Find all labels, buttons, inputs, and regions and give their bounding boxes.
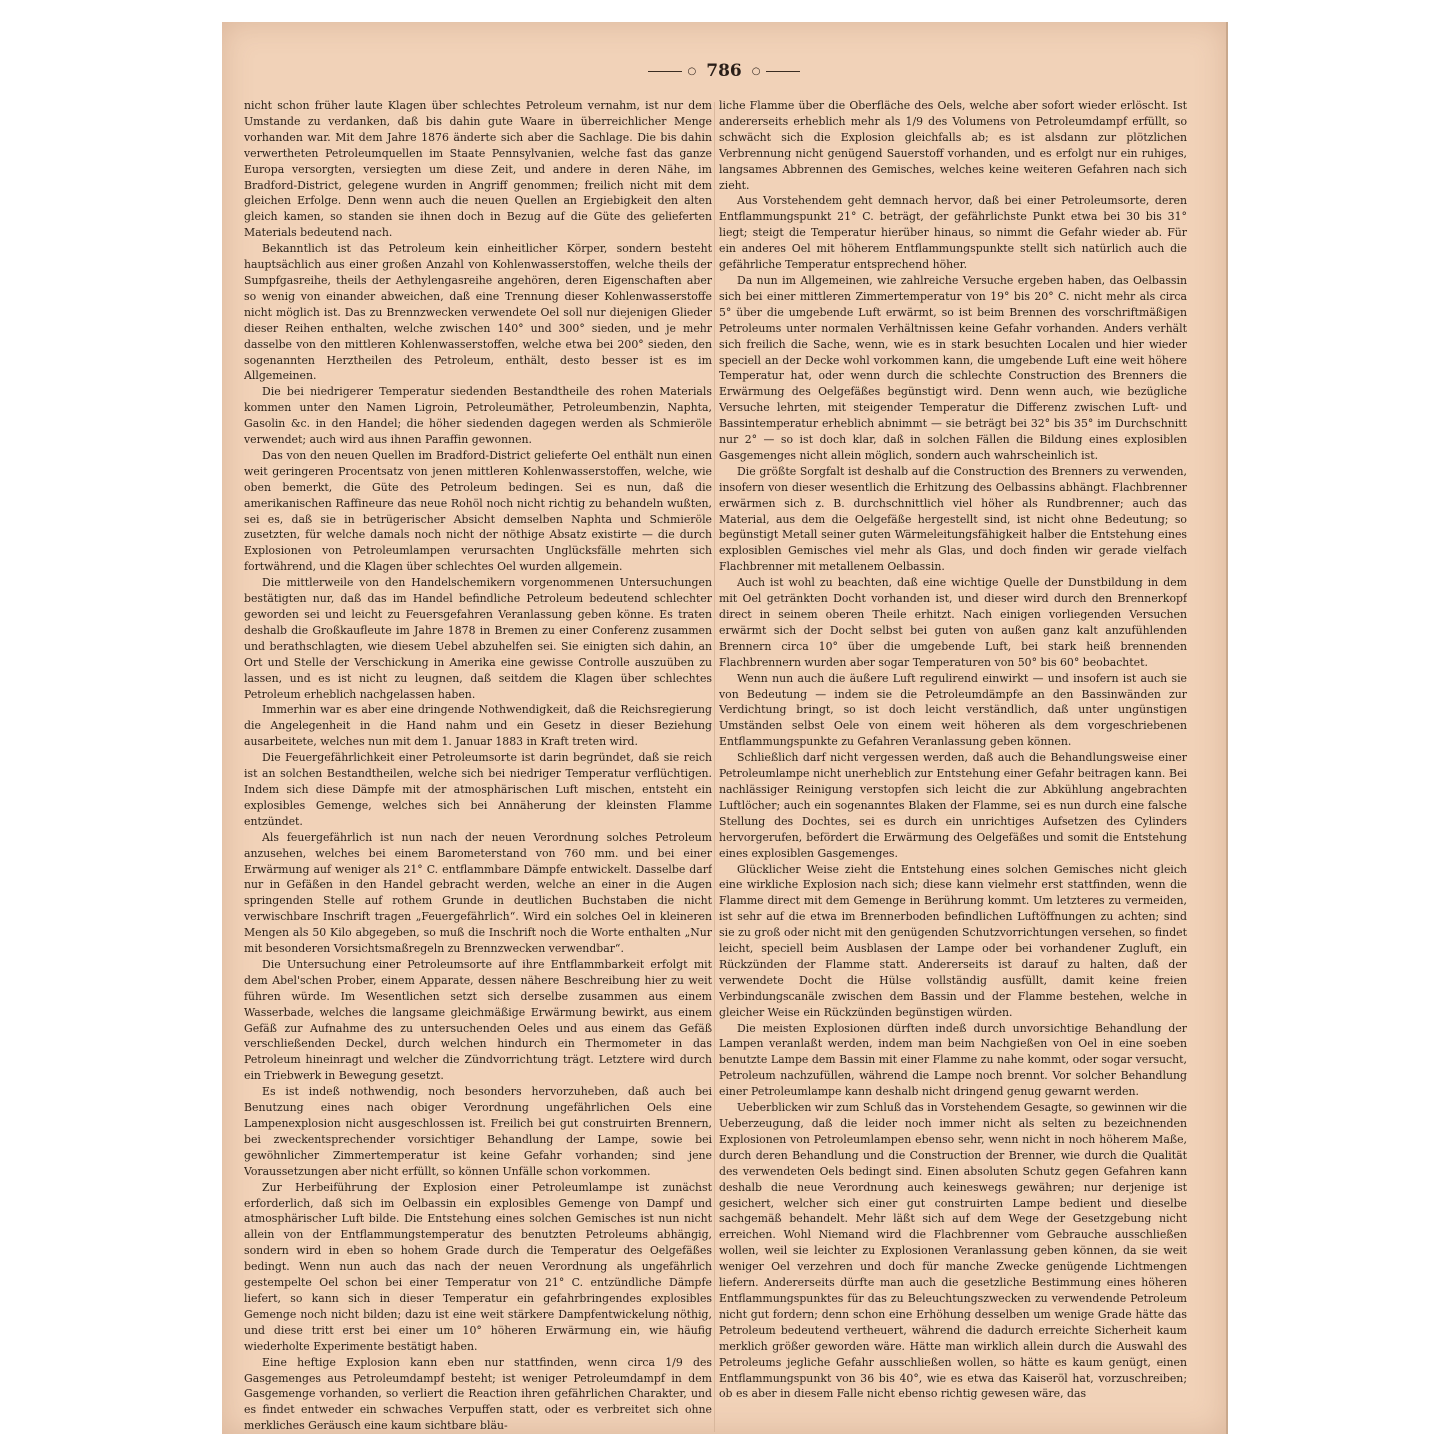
paragraph: Schließlich darf nicht vergessen werden, daß auch die Behandlungsweise einer Petroleumlampe nicht unerheblich zur Entstehung einer Gefahr beitragen kann. Bei nachlässiger Reinigung verstopfen sich leicht die zur Abkühlung angebrachten Luftlöcher; auch ein sogenanntes Blaken der Flamme, sei es nun durch eine falsche Stellung des Dochtes, sei es durch ein unrichtiges Aufsetzen des Cylinders hervorgerufen, befördert die Erwärmung des Oelgefäßes und somit die Entstehung eines explosiblen Gasgemenges. — [719, 751, 1187, 860]
paragraph: Die Feuergefährlichkeit einer Petroleumsorte ist darin begründet, daß sie reich ist an solchen Bestandtheilen, welche sich bei niedriger Temperatur verflüchtigen. Indem sich diese Dämpfe mit der atmosphärischen Luft mischen, entsteht ein explosibles Gemenge, welches sich bei Annäherung der kleinsten Flamme entzündet. — [244, 751, 712, 828]
paragraph: Ueberblicken wir zum Schluß das in Vorstehendem Gesagte, so gewinnen wir die Ueberzeugung, daß die leider noch immer nicht als selten zu bezeichnenden Explosionen von Petroleumlampen ebenso sehr, wenn nicht in noch höherem Maße, durch deren Behandlung und die Construction der Brenner, wie durch die Qualität des verwendeten Oels bedingt sind. Einen absoluten Schutz gegen Gefahren kann deshalb die neue Verordnung auch keineswegs gewähren; nur derjenige ist gesichert, welcher sich einer gut construirten Lampe bedient und dieselbe sachgemäß behandelt. Mehr läßt sich auf dem Wege der Gesetzgebung nicht erreichen. Wohl Niemand wird die Flachbrenner vom Gebrauche ausschließen wollen, weil sie leichter zu Explosionen Veranlassung geben können, da sie weit weniger Oel verzehren und doch für manche Zwecke genügende Lichtmengen liefern. Andererseits dürfte man auch die gesetzliche Bestimmung eines höheren Entflammungspunktes für das zu Beleuchtungszwecken zu verwendende Petroleum nicht gut fordern; denn schon eine Erhöhung desselben um wenige Grade hätte das Petroleum bedeutend vertheuert, während die dadurch erreichte Sicherheit kaum merklich größer geworden wäre. Hätte man wirklich allein durch die Auswahl des Petroleums jegliche Gefahr ausschließen wollen, so hätte es kaum genügt, einen Entflammungspunkt von 36 bis 40°, wie es etwa das Kaiseröl hat, vorzuschreiben; ob es aber in diesem Falle nicht ebenso richtig gewesen wäre, das — [719, 1101, 1187, 1401]
paragraph: Das von den neuen Quellen im Bradford-District gelieferte Oel enthält nun einen weit geringeren Procentsatz von jenen mittleren Kohlenwasserstoffen, welche, wie oben bemerkt, die Güte des Petroleum bedingen. Sei es nun, daß die amerikanischen Raffineure das neue Rohöl noch nicht richtig zu behandeln wußten, sei es, daß sie in betrügerischer Absicht demselben Naphta und Schmieröle zusetzten, für welche damals noch nicht der nöthige Absatz existirte — die durch Explosionen von Petroleumlampen verursachten Unglücksfälle mehrten sich fortwährend, und die Klagen über schlechtes Oel wurden allgemein. — [244, 448, 712, 574]
paragraph: Auch ist wohl zu beachten, daß eine wichtige Quelle der Dunstbildung in dem mit Oel getränkten Docht vorhanden ist, und dieser wird durch den Brennerkopf direct in seinem oberen Theile erhitzt. Nach einigen vorliegenden Versuchen erwärmt sich der Docht selbst bei guten von außen ganz kalt anzufühlenden Brennern circa 10° über die umgebende Luft, bei stark heiß brennenden Flachbrennern wurden aber sogar Temperaturen von 50° bis 60° beobachtet. — [719, 576, 1187, 669]
header-rule-right — [766, 71, 800, 72]
paragraph: Es ist indeß nothwendig, noch besonders hervorzuheben, daß auch bei Benutzung eines nach obiger Verordnung ungefährlichen Oels eine Lampenexplosion nicht ausgeschlossen ist. Freilich bei gut construirten Brennern, bei zweckentsprechender vorsichtiger Behandlung der Lampe, sowie bei gewöhnlicher Zimmertemperatur ist keine Gefahr vorhanden; sind jene Voraussetzungen aber nicht erfüllt, so können Unfälle schon vorkommen. — [244, 1085, 712, 1178]
paragraph: Zur Herbeiführung der Explosion einer Petroleumlampe ist zunächst erforderlich, daß sich im Oelbassin ein explosibles Gemenge von Dampf und atmosphärischer Luft bilde. Die Entstehung eines solchen Gemisches ist nun nicht allein von der Entflammungstemperatur des benutzten Petroleums abhängig, sondern wird in eben so hohem Grade durch die Temperatur des Oelgefäßes bedingt. Wenn nun auch das nach der neuen Verordnung als ungefährlich gestempelte Oel schon bei einer Temperatur von 21° C. entzündliche Dämpfe liefert, so kann sich in dieser Temperatur ein gefahrbringendes explosibles Gemenge noch nicht bilden; dazu ist eine weit stärkere Dampfentwickelung nöthig, und diese tritt erst bei einer um 10° höheren Erwärmung ein, wie häufig wiederholte Experimente bestätigt haben. — [244, 1180, 712, 1353]
header-ornament-left: ○ — [687, 65, 697, 77]
paragraph: Da nun im Allgemeinen, wie zahlreiche Versuche ergeben haben, das Oelbassin sich bei einer mittleren Zimmertemperatur von 19° bis 20° C. nicht mehr als circa 5° über die umgebende Luft erwärmt, so ist beim Brennen des vorschriftmäßigen Petroleums unter normalen Verhältnissen keine Gefahr vorhanden. Anders verhält sich freilich die Sache, wenn, wie es in stark besuchten Localen und hier wieder speciell an der Decke wohl vorkommen kann, die umgebende Luft eine weit höhere Temperatur hat, oder wenn durch die schlechte Construction des Brenners die Erwärmung des Oelgefäßes begünstigt wird. Denn wenn auch, wie bezügliche Versuche lehrten, mit steigender Temperatur die Differenz zwischen Luft- und Bassintemperatur erheblich abnimmt — sie beträgt bei 32° bis 35° im Durchschnitt nur 2° — so ist doch klar, daß in solchen Fällen die Bildung eines explosiblen Gasgemenges nicht allein möglich, sondern auch wahrscheinlich ist. — [719, 273, 1187, 462]
paragraph: Wenn nun auch die äußere Luft regulirend einwirkt — und insofern ist auch sie von Bedeutung — indem sie die Petroleumdämpfe an den Bassinwänden zur Verdichtung bringt, so ist doch leicht verständlich, daß unter ungünstigen Umständen selbst Oele von einem weit höheren als dem vorgeschriebenen Entflammungspunkte zu Gefahren Veranlassung geben können. — [719, 671, 1187, 749]
paragraph: Die meisten Explosionen dürften indeß durch unvorsichtige Behandlung der Lampen veranlaßt werden, indem man beim Nachgießen von Oel in eine soeben benutzte Lampe dem Bassin mit einer Flamme zu nahe kommt, oder sogar versucht, Petroleum nachzufüllen, während die Lampe noch brennt. Vor solcher Behandlung einer Petroleumlampe kann deshalb nicht dringend genug gewarnt werden. — [719, 1021, 1187, 1099]
paragraph: Aus Vorstehendem geht demnach hervor, daß bei einer Petroleumsorte, deren Entflammungspunkt 21° C. beträgt, der gefährlichste Punkt etwa bei 30 bis 31° liegt; steigt die Temperatur hierüber hinaus, so nimmt die Gefahr wieder ab. Für ein anderes Oel mit höherem Entflammungspunkte stellt sich natürlich auch die gefährliche Temperatur entsprechend höher. — [719, 194, 1187, 272]
paragraph: Die Untersuchung einer Petroleumsorte auf ihre Entflammbarkeit erfolgt mit dem Abel'schen Prober, einem Apparate, dessen nähere Beschreibung hier zu weit führen würde. Im Wesentlichen setzt sich derselbe zusammen aus einem Wasserbade, welches die langsame gleichmäßige Erwärmung bewirkt, aus einem Gefäß zur Aufnahme des zu untersuchenden Oeles und aus einem das Gefäß verschließenden Deckel, durch welchen hindurch ein Thermometer in das Petroleum hineinragt und welcher die Zündvorrichtung trägt. Letztere wird durch ein Triebwerk in Bewegung gesetzt. — [244, 957, 712, 1083]
paragraph: Eine heftige Explosion kann eben nur stattfinden, wenn circa 1/9 des Gasgemenges aus Petroleumdampf besteht; ist weniger Petroleumdampf in dem Gasgemenge vorhanden, so verliert die Reaction ihren gefährlichen Charakter, und es findet entweder ein schwaches Verpuffen statt, oder es verbreitet sich ohne merkliches Geräusch eine kaum sichtbare bläu- — [244, 1355, 712, 1433]
paragraph: Die mittlerweile von den Handelschemikern vorgenommenen Untersuchungen bestätigten nur, daß das im Handel befindliche Petroleum bedeutend schlechter geworden sei und leicht zu Feuersgefahren Veranlassung geben könne. Es traten deshalb die Großkaufleute im Jahre 1878 in Bremen zu einer Conferenz zusammen und berathschlagten, wie diesem Uebel abzuhelfen sei. Sie einigten sich dahin, an Ort und Stelle der Verschickung in Amerika eine gewisse Controlle auszuüben zu lassen, und es ist nicht zu leugnen, daß seitdem die Klagen über schlechtes Petroleum erheblich nachgelassen haben. — [244, 576, 712, 701]
right-column — [719, 98, 1187, 1443]
header-ornament-right: ○ — [751, 65, 761, 77]
paragraph: Als feuergefährlich ist nun nach der neuen Verordnung solches Petroleum anzusehen, welches bei einem Barometerstand von 760 mm. und bei einer Erwärmung auf weniger als 21° C. entflammbare Dämpfe entwickelt. Dasselbe darf nur in Gefäßen in den Handel gebracht werden, welche an einer in die Augen springenden Stelle auf rothem Grunde in deutlichen Buchstaben die nicht verwischbare Inschrift tragen „Feuergefährlich“. Wird ein solches Oel in kleineren Mengen als 50 Kilo abgegeben, so muß die Inschrift noch die Worte enthalten „Nur mit besonderen Vorsichtsmaßregeln zu Brennzwecken verwendbar“. — [244, 830, 712, 956]
paragraph: Immerhin war es aber eine dringende Nothwendigkeit, daß die Reichsregierung die Angelegenheit in die Hand nahm und ein Gesetz in dieser Beziehung ausarbeitete, welches nun mit dem 1. Januar 1883 in Kraft treten wird. — [244, 703, 712, 749]
paragraph: Die größte Sorgfalt ist deshalb auf die Construction des Brenners zu verwenden, insofern von dieser wesentlich die Erhitzung des Oelbassins abhängt. Flachbrenner erwärmen sich z. B. durchschnittlich viel höher als Rundbrenner; auch das Material, aus dem die Oelgefäße hergestellt sind, ist nicht ohne Bedeutung; so begünstigt Metall seiner guten Wärmeleitungsfähigkeit halber die Entstehung eines explosiblen Gemisches viel mehr als Glas, und doch finden wir gerade vielfach Flachbrenner mit metallenem Oelbassin. — [719, 464, 1187, 574]
paragraph: liche Flamme über die Oberfläche des Oels, welche aber sofort wieder erlöscht. Ist andererseits erheblich mehr als 1/9 des Volumens von Petroleumdampf erfüllt, so schwächt sich die Explosion gleichfalls ab; es ist alsdann zur plötzlichen Verbrennung nicht genügend Sauerstoff vorhanden, und es erfolgt nur ein ruhiges, langsames Abbrennen des Gemisches, welches keine weiteren Gefahren nach sich zieht. — [719, 99, 1187, 192]
paragraph: Die bei niedrigerer Temperatur siedenden Bestandtheile des rohen Materials kommen unter den Namen Ligroin, Petroleumäther, Petroleumbenzin, Naphta, Gasolin &c. in den Handel; die höher siedenden dagegen werden als Schmieröle verwendet; auch wird aus ihnen Paraffin gewonnen. — [244, 385, 712, 447]
paragraph: Glücklicher Weise zieht die Entstehung eines solchen Gemisches nicht gleich eine wirkliche Explosion nach sich; diese kann vielmehr erst stattfinden, wenn die Flamme direct mit dem Gemenge in Berührung kommt. Um letzteres zu vermeiden, ist sehr auf die etwa im Brennerboden befindlichen Luftöffnungen zu achten; sind sie zu groß oder nicht mit den genügenden Schutzvorrichtungen versehen, so findet leicht, speciell beim Ausblasen der Lampe oder bei vorhandener Zugluft, ein Rückzünden der Flamme statt. Andererseits ist darauf zu halten, daß der verwendete Docht die Hülse vollständig ausfüllt, damit keine freien Verbindungscanäle zwischen dem Bassin und der Flamme bestehen, welche in gleicher Weise ein Rückzünden begünstigen würden. — [719, 862, 1187, 1019]
paragraph: nicht schon früher laute Klagen über schlechtes Petroleum vernahm, ist nur dem Umstande zu verdanken, daß bis dahin gute Waare in überreichlicher Menge vorhanden war. Mit dem Jahre 1876 änderte sich aber die Sachlage. Die bis dahin verwertheten Petroleumquellen im Staate Pennsylvanien, welche fast das ganze Europa versorgten, versiegten um diese Zeit, und andere in deren Nähe, im Bradford-District, gelegene wurden in Angriff genommen; freilich nicht mit dem gleichen Erfolge. Denn wenn auch die neuen Quellen an Ergiebigkeit den alten gleich kamen, so standen sie ihnen doch in Bezug auf die Güte des gelieferten Materials bedeutend nach. — [244, 99, 712, 240]
paragraph: Bekanntlich ist das Petroleum kein einheitlicher Körper, sondern besteht hauptsächlich aus einer großen Anzahl von Kohlenwasserstoffen, welche theils der Sumpfgasreihe, theils der Aethylengasreihe angehören, deren Eigenschaften aber so wenig von einander abweichen, daß eine Trennung dieser Kohlenwasserstoffe nicht möglich ist. Das zu Brennzwecken verwendete Oel soll nur diejenigen Glieder dieser Reihen enthalten, welche zwischen 140° und 300° sieden, und je mehr dasselbe von den mittleren Kohlenwasserstoffen, welche etwa bei 200° sieden, den sogenannten Herztheilen des Petroleum, enthält, desto besser ist es im Allgemeinen. — [244, 242, 712, 383]
page-number: 786 — [706, 61, 742, 81]
left-column — [244, 98, 712, 1443]
page-header — [222, 56, 1226, 86]
column-divider — [714, 102, 715, 1432]
header-rule-left — [648, 71, 682, 72]
newspaper-page — [222, 22, 1228, 1434]
